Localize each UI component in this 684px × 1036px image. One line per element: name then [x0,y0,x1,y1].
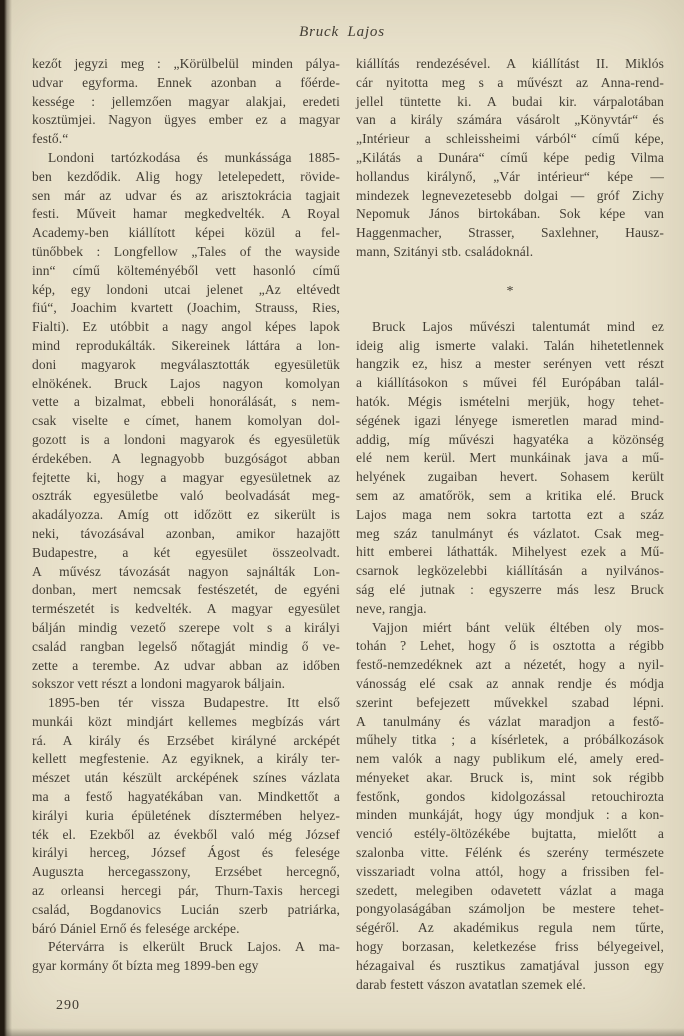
text-line: „Intérieur a schleissheimi várból“ című képe, [356,131,664,147]
text-line: A tanulmány és vázlat maradjon a festő- [356,713,664,729]
text-line: visszariadt volna attól, hogy a frissiben fel- [356,863,664,879]
text-line: Bruck Lajos művészi talentumát mind ez [372,318,664,334]
text-line: szalonba vitte. Félénk és szerény természete [356,845,664,861]
text-line: donban, mert nemcsak festészetét, de egyéni [32,582,340,598]
text-line: neki, távozásával azonban, amikor hazajött [32,525,340,541]
text-line: neve, rangja. [356,600,427,616]
text-line: udvar egyforma. Ennek azonban a főérde- [32,74,340,90]
text-line: „Kilátás a Dunára“ című képe pedig Vilma [356,149,664,165]
text-line: festő-nemzedéknek azt a nézetét, hogy a nyil- [356,657,664,673]
page-gutter-shadow [0,0,12,1036]
text-line: ségéről. Az akadémikus regula nem tűrte, [356,920,664,936]
text-line: kép, egy londoni utcai jelenet „Az eltévedt [32,281,340,297]
text-line: A művész távozását nagyon sajnálták Lon- [32,563,340,579]
text-line: Haggenmacher, Strasser, Saxlehner, Hausz- [356,225,664,241]
text-line: csarnok legközelebbi kiállításán a nyilvános- [356,563,664,579]
text-line: festi. Műveit hamar megkedvelték. A Royal [32,206,340,222]
text-line: a kiállításokon s művei fél Európában talál- [356,375,664,391]
text-line: elé nem kerül. Mert munkáinak java a mű- [356,450,664,466]
text-line: ság elé jutnak : egyszerre más lesz Bruck [356,581,664,597]
text-line: elnökének. Bruck Lajos nagyon komolyan [32,375,340,391]
text-line: gyar kormány őt bízta meg 1899-ben egy [32,958,259,974]
text-line: kellett megfestenie. Az egyiknek, a király ter- [32,751,340,767]
text-column-right [356,55,664,994]
text-line: Auguszta hercegasszony, Erzsébet hercegnő, [32,864,340,880]
text-line: műhely titka ; a kísérletek, a próbálkozások [356,732,664,748]
text-line: vette a bizalmat, ebbeli honorálását, s nem- [32,394,340,410]
text-line: zette a terembe. Az udvar abban az időben [32,657,340,673]
text-line: Londoni tartózkodása és munkássága 1885- [48,149,340,165]
text-line: királyi kuria épületének dísztermében helyez- [32,807,340,823]
text-line: gozott is a londoni magyarok és egyesületük [32,431,340,447]
text-line: szedett, melegiben odavetett vázlat a maga [356,882,664,898]
text-line: venció estély-öltözékébe bujtatta, mielőtt a [356,826,664,842]
paragraph [32,149,340,694]
text-line: kessége : jellemzően magyar alakjai, eredeti [32,93,340,109]
text-line: Budapestre, a két egyesület összeolvadt. [32,544,340,560]
text-line: Vajjon miért bánt velük éltében oly mos- [372,619,664,635]
text-line: természetét is kedvelték. A magyar egyesület [32,601,340,617]
text-line: addig, míg művészi hagyatéka a közönség [356,431,664,447]
text-line: ma a festő hagyatékában van. Mindkettőt a [32,789,340,805]
text-line: darab festett vászon avatatlan szemek elé. [356,976,586,992]
text-line: sen már az udvar és az arisztokrácia tagjait [32,187,340,203]
text-line: fejtette ki, hogy a magyar egyesületnek az [32,469,340,485]
text-line: Fialti). Ez utóbbit a nagy angol képes lapok [32,319,340,335]
text-line: hangzik ez, hisz a mester serényen vett részt [356,356,664,372]
text-line: mészet után készült arcképének színes vázlata [32,770,340,786]
paragraph [356,318,664,619]
text-line: inn“ című költeményéből vett hasonló című [32,262,340,278]
text-line: minden munkáját, hogy úgy mondjuk : a kon- [356,807,664,823]
text-line: kezőt jegyzi meg : „Körülbelül minden pálya- [32,56,340,71]
text-line: család, Bogdanovics Lucián szerb patriárka, [32,901,340,917]
two-column-text-area [0,55,684,994]
text-line: vánosság elé csak az annak rendje és módja [356,675,664,691]
text-line: az orleansi hercegi pár, Thurn-Taxis hercegi [32,883,340,899]
text-line: festő.“ [32,131,69,147]
text-line: Lajos maga nem sokra tartotta ezt a száz [356,506,664,522]
text-line: sokszor vett részt a londoni magyarok báljain. [32,676,286,692]
text-line: ményeket akar. Bruck is, mint sok régibb [356,769,664,785]
text-line: hatók. Mégis ismételni merjük, hogy tehet- [356,393,664,409]
paragraph [356,619,664,995]
paragraph [32,938,340,976]
text-column-left [32,55,340,994]
text-line: hollandus királynő, „Vár intérieur“ képe — [356,168,664,184]
text-line: kiállítás rendezésével. A kiállítást II. Miklós [356,56,664,71]
paragraph [356,55,664,262]
text-line: tünőbbek : Longfellow „Tales of the wayside [32,243,340,259]
text-line: mindezek legnevezetesebb dolgai — gróf Zichy [356,187,664,203]
text-line: Nepomuk János birtokában. Sok képe van [356,206,664,222]
page-number: 290 [56,998,80,1014]
text-line: hézagaival és rusztikus zamatjával jusson egy [356,957,664,973]
text-line: van a király számára vásárolt „Könyvtár“ és [356,112,664,128]
section-separator-asterisk: * [506,283,514,299]
text-line: akadályozza. Amíg ott időzött ez sikerült is [32,507,340,523]
text-line: báró Dániel Ernő és felesége arcképe. [32,920,240,936]
text-line: Academy-ben kiállított képei közül a fel- [32,225,340,241]
page-bottom-shadow [0,1028,684,1036]
text-line: doni magyarok megválasztották egyesületük [32,356,340,372]
text-line: pongyolaságában számoljon be mestere tehet- [356,901,664,917]
text-line: ideig alig ismerte valaki. Talán hihetetlennek [356,337,664,353]
text-line: bálján mindig vezető szerepe volt s a királyi [32,619,340,635]
text-line: hitt emberei láthatták. Mihelyest ezek a Mű- [356,544,664,560]
text-line: meg száz tanulmányt és vázlatot. Csak meg- [356,525,664,541]
text-line: Pétervárra is elkerült Bruck Lajos. A ma- [48,939,340,955]
text-line: hogy borzasan, keletkezése friss bélyegeivel, [356,939,664,955]
text-line: sem az amatőrök, sem a kritika elé. Bruck [356,487,664,503]
text-line: fiú“, Joachim kvartett (Joachim, Strauss, Ries, [32,300,340,316]
text-line: 1895-ben tér vissza Budapestre. Itt első [48,695,340,711]
text-line: ték el. Ezekből az évekből való még József [32,826,340,842]
text-line: munkái közt mindjárt kellemes megbízás várt [32,713,340,729]
running-header-title: Bruck Lajos [299,24,385,40]
text-line: cár nyitotta meg s a művészt az Anna-rend- [356,74,664,90]
text-line: osztrák egyesületbe való beolvadását meg- [32,488,340,504]
text-line: tohán ? Lehet, hogy ő is osztotta a régibb [356,638,664,654]
text-line: ségének igazi lényege ismeretlen marad mind- [356,412,664,428]
text-line: nem valók a nagy publikum elé, amely ered- [356,751,664,767]
text-line: mann, Szitányi stb. családoknál. [356,243,534,259]
text-line: mind reprodukálták. Sikereinek láttára a lon- [32,337,340,353]
text-line: helyének zugaiban hevert. Sohasem került [356,469,664,485]
text-line: rá. A király és Erzsébet királyné arcképét [32,732,340,748]
text-line: kosztümjei. Nagyon ügyes ember ez a magyar [32,112,340,128]
text-line: szerint befejezett művekkel szabad lépni. [356,694,664,710]
paragraph [32,55,340,149]
text-line: királyi herceg, József Ágost és felesége [32,845,340,861]
paragraph [32,694,340,938]
text-line: ben kezdődik. Alig hogy letelepedett, rövide- [32,168,340,184]
text-line: család rangban legelső nőtagját mindig ő ve- [32,638,340,654]
text-line: érdekében. A legnagyobb buzgóságot abban [32,450,340,466]
text-line: festőnk, gondos kidolgozással retouchirozta [356,788,664,804]
text-line: csak viselte e címet, hanem komolyan dol- [32,413,340,429]
text-line: jellel tüntette ki. A budai kir. várpalotában [356,93,664,109]
